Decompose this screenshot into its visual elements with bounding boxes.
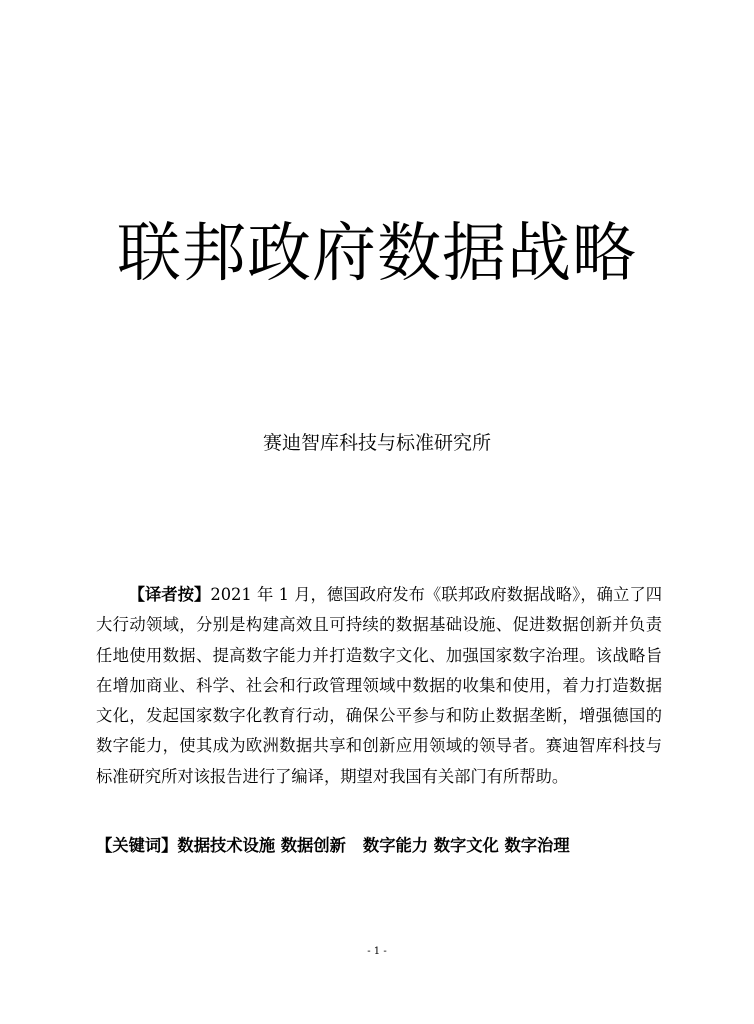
document-title: 联邦政府数据战略	[117, 217, 637, 291]
page-number: - 1 -	[367, 946, 387, 957]
translator-note-text: 2021 年 1 月，德国政府发布《联邦政府数据战略》，确立了四大行动领域，分别是构建高效且可持续的数据基础设施、促进数据创新并负责任地使用数据、提高数字能力并打造数字文化、加强国家数字治理。该战略旨在增加商业、科学、社会和行政管理领域中数据的收集和使用，着力打造数据文化，发起国家数字化教育行动，确保公平参与和防止数据垄断，增强德国的数字能力，使其成为欧洲数据共享和创新应用领域的领导者。赛迪智库科技与标准研究所对该报告进行了编译，期望对我国有关部门有所帮助。	[96, 585, 662, 786]
keywords-label: 【关键词】	[96, 836, 178, 855]
organization-name: 赛迪智库科技与标准研究所	[262, 432, 491, 454]
keywords-text: 数据技术设施 数据创新 数字能力 数字文化 数字治理	[177, 836, 570, 855]
translator-note-label: 【译者按】	[128, 585, 211, 604]
translator-note	[96, 580, 662, 792]
keywords	[96, 831, 662, 861]
